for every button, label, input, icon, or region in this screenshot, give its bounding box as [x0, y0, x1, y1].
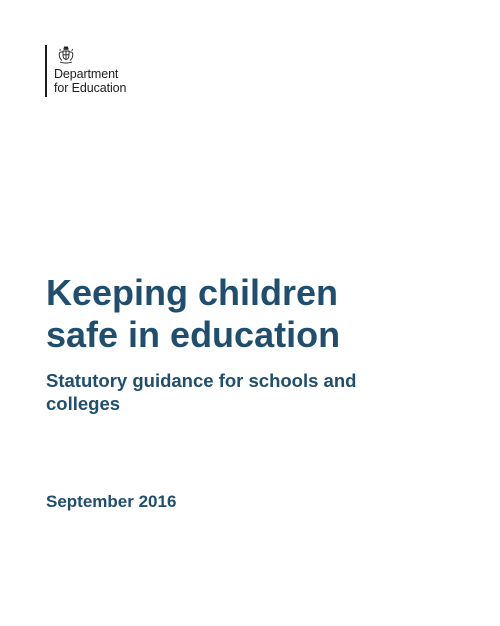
- royal-coat-of-arms-icon: [56, 45, 76, 65]
- logo-content: [54, 45, 126, 97]
- logo-vertical-rule: [45, 45, 47, 97]
- logo-text-line-1: Department: [54, 67, 119, 81]
- logo-text-line-2: for Education: [54, 80, 127, 95]
- document-subtitle: [46, 369, 446, 415]
- publication-date: September 2016: [46, 492, 177, 511]
- document-title: [46, 272, 466, 356]
- title-line-2: safe in education: [46, 314, 341, 355]
- department-logo: [45, 45, 126, 97]
- subtitle-line-1: Statutory guidance for schools and: [46, 370, 357, 391]
- subtitle-line-2: colleges: [46, 393, 121, 414]
- title-line-1: Keeping children: [46, 272, 339, 313]
